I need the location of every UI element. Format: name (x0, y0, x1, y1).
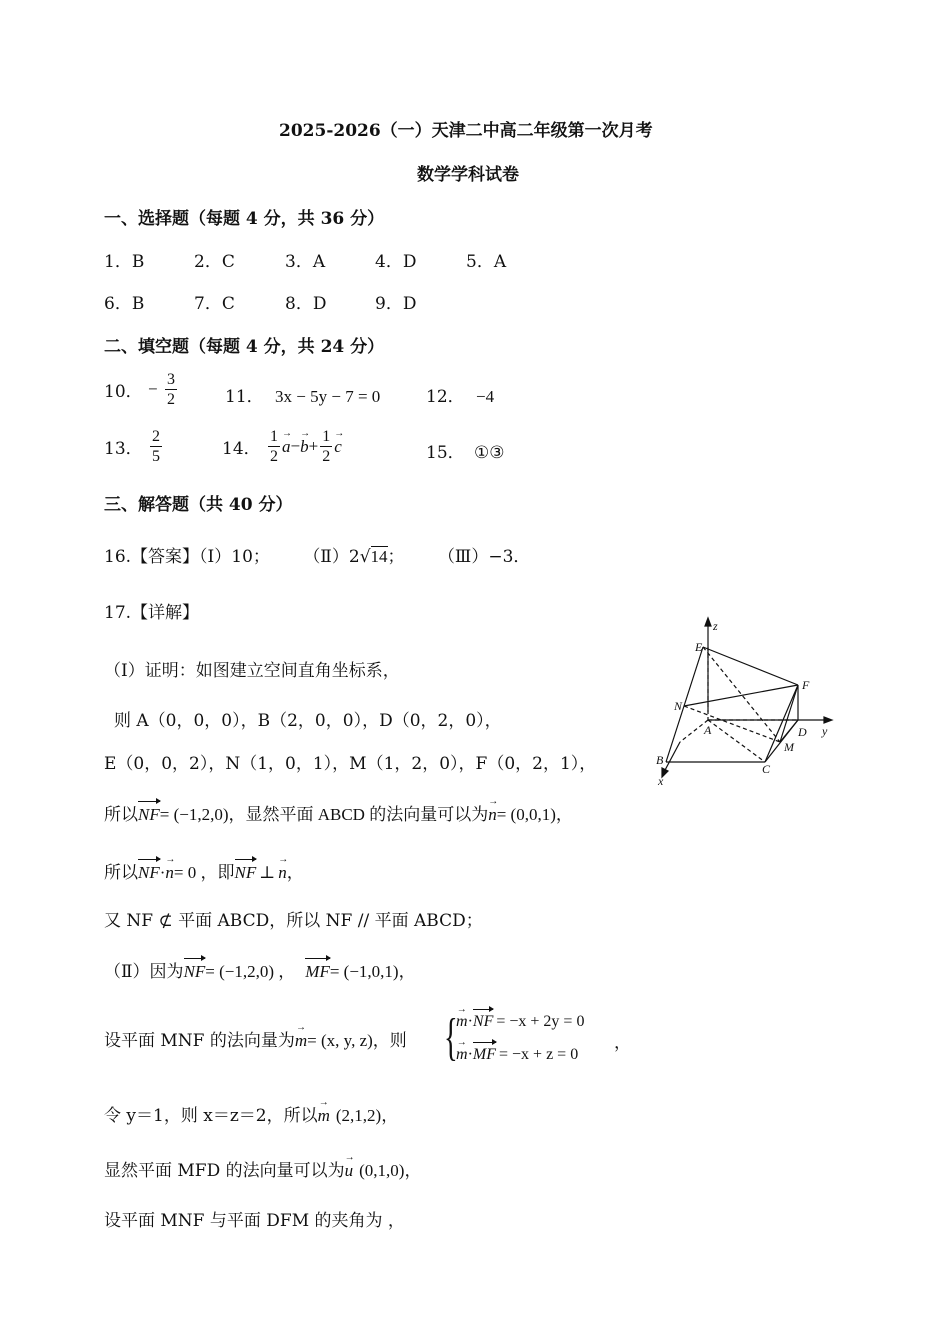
exam-subtitle: 数学学科试卷 (417, 165, 519, 185)
system-eq2: → m· MF = −x + z = 0 (456, 1037, 579, 1063)
geometry-figure (640, 612, 845, 792)
q16-part2-prefix: （Ⅱ）2 (303, 547, 360, 567)
q10-num: 3 (167, 371, 176, 388)
label-M: M (784, 740, 794, 754)
label-z: z (713, 619, 718, 633)
answer-5: 5．A (466, 252, 507, 272)
q17-line5: 所以 NF· → n= 0 ，即 NF ⊥ → n， (104, 854, 304, 883)
q17-line11: 设平面 MNF 与平面 DFM 的夹角为 ， (104, 1211, 405, 1231)
system-brace: { (444, 1009, 458, 1066)
q16-sqrt-arg: 14 (370, 547, 388, 566)
answer-2: 2．C (194, 252, 235, 272)
q14-plus: + (308, 436, 319, 456)
q13 (104, 427, 164, 466)
q16-part1: （Ⅰ）10； (199, 547, 270, 567)
q14-vec-a: → a (282, 427, 293, 456)
label-N: N (674, 699, 683, 713)
edge-NF (684, 685, 798, 706)
vector-n: → n (278, 854, 289, 882)
vector-MF: MF (473, 1046, 496, 1064)
q17-line10: 显然平面 MFD 的法向量可以为 → u (0,1,0)， (104, 1152, 422, 1181)
q14 (222, 427, 345, 466)
vector-m: → m (456, 1037, 468, 1063)
vector-NF: NF (184, 962, 206, 982)
q13-fraction (150, 427, 162, 466)
vector-u: → u (344, 1152, 355, 1180)
section1-heading: 一、选择题（每题 4 分，共 36 分） (104, 209, 385, 229)
section2-heading: 二、填空题（每题 4 分，共 24 分） (104, 337, 385, 357)
q14-frac2 (320, 427, 332, 466)
system-comma: ， (614, 1033, 631, 1053)
vector-n: → n (165, 854, 176, 882)
q10-label: 10． (104, 382, 143, 402)
answer-4: 4．D (375, 252, 417, 272)
label-x: x (658, 774, 664, 788)
system-eq1: → m· NF = −x + 2y = 0 (456, 1004, 585, 1030)
z-axis-arrow-icon (705, 618, 711, 626)
y-axis-arrow-icon (824, 717, 832, 723)
q10 (104, 370, 179, 409)
q13-num: 2 (152, 428, 161, 445)
sqrt-icon: √ (359, 547, 371, 567)
q10-sign: − (148, 379, 158, 399)
q13-label: 13． (104, 439, 143, 459)
label-D: D (798, 725, 807, 739)
q17-line4: 所以 NF= (−1,2,0)，显然平面 ABCD 的法向量可以为 → n= (0,0,1)， (104, 796, 573, 825)
edge-EM (703, 647, 780, 742)
q11-label: 11． (225, 387, 264, 407)
q15 (426, 438, 505, 463)
label-F: F (802, 678, 810, 692)
vector-m: → m (317, 1097, 330, 1125)
q16-label: 16.【答案】 (104, 547, 200, 567)
label-E: E (695, 640, 703, 654)
q17-line9: 令 y＝1，则 x＝z＝2，所以 → m (2,1,2)， (104, 1097, 399, 1126)
edge-MD (780, 720, 798, 742)
q16-answer (104, 542, 530, 567)
q14-f2-num: 1 (322, 428, 331, 445)
label-A: A (704, 723, 712, 737)
q14-vec-c: → c (334, 427, 345, 456)
label-B: B (656, 753, 664, 767)
answer-7: 7．C (194, 294, 235, 314)
q12-value: −4 (476, 387, 495, 406)
q17-line8: 设平面 MNF 的法向量为 → m= (x, y, z)，则 (104, 1022, 407, 1051)
edge-FM (780, 685, 798, 742)
q14-f1-den: 2 (270, 448, 279, 465)
q10-fraction (165, 370, 177, 409)
answer-6: 6．B (104, 294, 145, 314)
vector-m: → m (294, 1022, 308, 1050)
vector-MF: MF (305, 962, 330, 982)
q17-line7: （Ⅱ）因为 NF= (−1,2,0) ， MF= (−1,0,1)， (104, 957, 416, 982)
q14-vec-b: → b (300, 427, 311, 456)
answer-8: 8．D (285, 294, 327, 314)
q17-label: 17.【详解】 (104, 603, 200, 623)
q12-label: 12． (426, 387, 465, 407)
q14-f1-num: 1 (270, 428, 279, 445)
q17-line2: 则 A（0，0，0），B（2，0，0），D（0，2，0）， (114, 711, 502, 731)
q13-den: 5 (152, 448, 161, 465)
q15-label: 15． (426, 443, 465, 463)
q10-den: 2 (167, 391, 176, 408)
q14-f2-den: 2 (322, 448, 331, 465)
q14-minus: − (290, 436, 301, 456)
label-C: C (762, 762, 771, 776)
q14-label: 14． (222, 439, 261, 459)
edge-EB (666, 647, 703, 762)
answer-1: 1．B (104, 252, 145, 272)
section3-heading: 三、解答题（共 40 分） (104, 495, 293, 515)
q17-line1: （Ⅰ）证明：如图建立空间直角坐标系， (104, 661, 400, 681)
q16-part2-suffix: ； (387, 547, 405, 567)
vector-NF: NF (138, 863, 160, 883)
q15-value: ①③ (474, 443, 505, 463)
vector-m: → m (456, 1004, 468, 1030)
label-y: y (822, 724, 828, 738)
x-axis (664, 742, 680, 772)
q16-part3: （Ⅲ）−3． (437, 547, 531, 567)
q14-frac1 (268, 427, 280, 466)
q17-line6: 又 NF ⊄ 平面 ABCD，所以 NF // 平面 ABCD； (104, 911, 483, 931)
q11-value: 3x − 5y − 7 = 0 (275, 387, 381, 406)
vector-NF: NF (235, 863, 257, 883)
q17-line3: E（0，0，2），N（1，0，1），M（1，2，0），F（0，2，1）， (104, 754, 597, 774)
edge-EF (703, 647, 798, 685)
answer-3: 3．A (285, 252, 326, 272)
q11 (225, 382, 380, 407)
q12 (426, 382, 494, 407)
vector-NF: NF (138, 805, 160, 825)
exam-title: 2025-2026（一）天津二中高二年级第一次月考 (279, 121, 653, 141)
vector-n: → n (488, 796, 499, 824)
answer-9: 9．D (375, 294, 417, 314)
vector-NF: NF (473, 1013, 493, 1031)
